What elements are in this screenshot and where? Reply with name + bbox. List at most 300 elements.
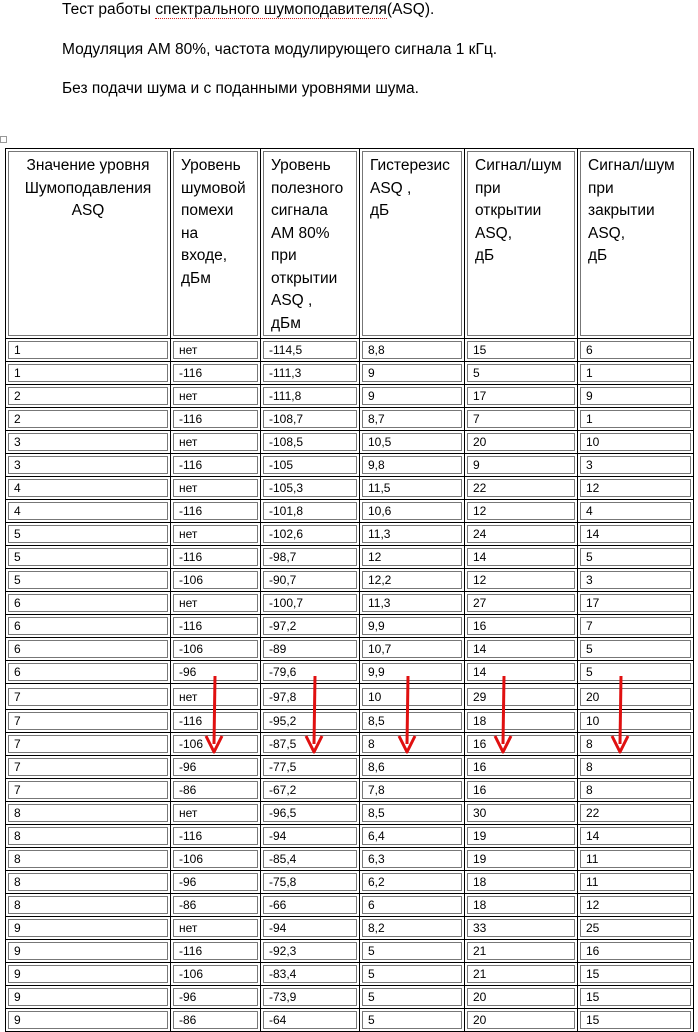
- intro-line-2: Модуляция АМ 80%, частота модулирующего сигнала 1 кГц.: [62, 41, 498, 58]
- cell-signal-level: [261, 963, 360, 986]
- cell-hysteresis: [360, 477, 465, 500]
- cell-hysteresis: [360, 500, 465, 523]
- cell-value: 21: [467, 942, 575, 960]
- table-row: [6, 986, 694, 1009]
- cell-snr-open: [465, 569, 578, 592]
- cell-value: 29: [467, 688, 575, 706]
- cell-value: -108,5: [263, 433, 357, 451]
- cell-value: -64: [263, 1011, 357, 1029]
- cell-value: 16: [467, 617, 575, 635]
- cell-value: -92,3: [263, 942, 357, 960]
- table-row: [6, 802, 694, 825]
- cell-asq-level: [6, 408, 171, 431]
- cell-value: 5: [362, 1011, 462, 1029]
- cell-value: 14: [467, 548, 575, 566]
- cell-hysteresis: [360, 408, 465, 431]
- cell-hysteresis: [360, 1009, 465, 1032]
- cell-value: -116: [173, 548, 258, 566]
- cell-asq-level: [6, 825, 171, 848]
- cell-hysteresis: [360, 733, 465, 756]
- table-row: [6, 592, 694, 615]
- cell-asq-level: [6, 454, 171, 477]
- cell-value: 2: [8, 410, 168, 428]
- cell-snr-close: [578, 1009, 694, 1032]
- cell-value: нет: [173, 594, 258, 612]
- cell-value: -116: [173, 456, 258, 474]
- cell-value: 10,6: [362, 502, 462, 520]
- cell-value: 11: [580, 873, 691, 891]
- cell-value: -105,3: [263, 479, 357, 497]
- cell-value: 8,5: [362, 712, 462, 730]
- cell-value: -116: [173, 712, 258, 730]
- cell-value: 5: [362, 942, 462, 960]
- intro-line-1-pre: Тест работы: [62, 1, 156, 18]
- cell-snr-open: [465, 339, 578, 362]
- cell-snr-close: [578, 385, 694, 408]
- cell-value: 5: [362, 965, 462, 983]
- cell-signal-level: [261, 733, 360, 756]
- cell-value: 4: [8, 502, 168, 520]
- cell-snr-close: [578, 661, 694, 684]
- cell-value: -87,5: [263, 735, 357, 753]
- table-row: [6, 408, 694, 431]
- cell-asq-level: [6, 917, 171, 940]
- cell-value: 12: [580, 896, 691, 914]
- cell-value: -86: [173, 896, 258, 914]
- table-row: [6, 1009, 694, 1032]
- cell-value: 5: [580, 640, 691, 658]
- cell-noise-level: [171, 684, 261, 710]
- cell-value: нет: [173, 525, 258, 543]
- table-row: [6, 917, 694, 940]
- cell-value: 1: [580, 364, 691, 382]
- cell-snr-close: [578, 546, 694, 569]
- cell-noise-level: [171, 894, 261, 917]
- cell-value: 9: [8, 942, 168, 960]
- cell-value: 8,8: [362, 341, 462, 359]
- cell-hysteresis: [360, 638, 465, 661]
- cell-snr-open: [465, 477, 578, 500]
- cell-noise-level: [171, 477, 261, 500]
- cell-value: 6: [8, 594, 168, 612]
- cell-value: 10: [580, 712, 691, 730]
- cell-value: -102,6: [263, 525, 357, 543]
- cell-signal-level: [261, 825, 360, 848]
- cell-value: -116: [173, 502, 258, 520]
- cell-value: 19: [467, 827, 575, 845]
- cell-snr-close: [578, 894, 694, 917]
- header-hysteresis: [360, 149, 465, 339]
- table-move-handle[interactable]: [0, 136, 7, 143]
- cell-signal-level: [261, 802, 360, 825]
- cell-signal-level: [261, 592, 360, 615]
- cell-asq-level: [6, 638, 171, 661]
- cell-value: -116: [173, 617, 258, 635]
- cell-value: -100,7: [263, 594, 357, 612]
- cell-value: -106: [173, 735, 258, 753]
- cell-noise-level: [171, 362, 261, 385]
- cell-snr-open: [465, 756, 578, 779]
- cell-signal-level: [261, 871, 360, 894]
- cell-value: -108,7: [263, 410, 357, 428]
- cell-value: -96: [173, 663, 258, 681]
- cell-value: 9: [8, 965, 168, 983]
- header-signal-level: [261, 149, 360, 339]
- cell-snr-open: [465, 848, 578, 871]
- cell-hysteresis: [360, 825, 465, 848]
- cell-value: 10,7: [362, 640, 462, 658]
- cell-value: 6: [8, 617, 168, 635]
- cell-snr-close: [578, 523, 694, 546]
- cell-asq-level: [6, 477, 171, 500]
- cell-value: нет: [173, 479, 258, 497]
- cell-asq-level: [6, 385, 171, 408]
- cell-snr-open: [465, 825, 578, 848]
- cell-snr-close: [578, 615, 694, 638]
- cell-signal-level: [261, 500, 360, 523]
- cell-value: 5: [362, 988, 462, 1006]
- cell-signal-level: [261, 917, 360, 940]
- table-row: [6, 500, 694, 523]
- cell-snr-open: [465, 638, 578, 661]
- cell-value: 9,8: [362, 456, 462, 474]
- cell-value: -94: [263, 919, 357, 937]
- cell-value: 27: [467, 594, 575, 612]
- cell-signal-level: [261, 454, 360, 477]
- cell-snr-close: [578, 408, 694, 431]
- cell-hysteresis: [360, 592, 465, 615]
- cell-snr-open: [465, 408, 578, 431]
- cell-snr-close: [578, 848, 694, 871]
- cell-signal-level: [261, 894, 360, 917]
- cell-hysteresis: [360, 546, 465, 569]
- cell-hysteresis: [360, 802, 465, 825]
- cell-signal-level: [261, 385, 360, 408]
- cell-value: 9: [8, 919, 168, 937]
- table-row: [6, 710, 694, 733]
- cell-value: 12: [580, 479, 691, 497]
- cell-asq-level: [6, 756, 171, 779]
- cell-signal-level: [261, 1009, 360, 1032]
- cell-hysteresis: [360, 362, 465, 385]
- cell-signal-level: [261, 779, 360, 802]
- cell-asq-level: [6, 986, 171, 1009]
- cell-value: 7: [8, 781, 168, 799]
- cell-snr-open: [465, 500, 578, 523]
- cell-hysteresis: [360, 917, 465, 940]
- cell-value: 16: [467, 758, 575, 776]
- cell-value: -86: [173, 1011, 258, 1029]
- cell-signal-level: [261, 986, 360, 1009]
- cell-signal-level: [261, 408, 360, 431]
- cell-snr-open: [465, 733, 578, 756]
- cell-value: 3: [8, 433, 168, 451]
- header-snr-open-text: Сигнал/шум при открытии ASQ, дБ: [467, 151, 575, 336]
- table-row: [6, 963, 694, 986]
- cell-snr-open: [465, 710, 578, 733]
- intro-line-1-post: (ASQ).: [386, 1, 435, 18]
- cell-hysteresis: [360, 684, 465, 710]
- cell-value: -94: [263, 827, 357, 845]
- table-row: [6, 848, 694, 871]
- cell-signal-level: [261, 431, 360, 454]
- cell-hysteresis: [360, 385, 465, 408]
- cell-value: 1: [580, 410, 691, 428]
- cell-hysteresis: [360, 871, 465, 894]
- cell-value: -114,5: [263, 341, 357, 359]
- cell-asq-level: [6, 569, 171, 592]
- cell-value: 7: [8, 688, 168, 706]
- cell-asq-level: [6, 431, 171, 454]
- cell-noise-level: [171, 661, 261, 684]
- cell-value: -106: [173, 571, 258, 589]
- header-hysteresis-text: Гистерезис ASQ , дБ: [362, 151, 462, 336]
- cell-value: -96: [173, 873, 258, 891]
- cell-hysteresis: [360, 615, 465, 638]
- cell-hysteresis: [360, 339, 465, 362]
- intro-line-1-underlined: спектрального шумоподавителя: [155, 1, 387, 18]
- cell-value: 5: [580, 663, 691, 681]
- cell-noise-level: [171, 779, 261, 802]
- cell-noise-level: [171, 523, 261, 546]
- cell-signal-level: [261, 940, 360, 963]
- cell-value: 21: [467, 965, 575, 983]
- cell-value: 33: [467, 919, 575, 937]
- cell-noise-level: [171, 615, 261, 638]
- cell-snr-open: [465, 779, 578, 802]
- cell-value: 30: [467, 804, 575, 822]
- cell-snr-close: [578, 339, 694, 362]
- cell-value: 20: [467, 988, 575, 1006]
- cell-value: 6,2: [362, 873, 462, 891]
- cell-asq-level: [6, 940, 171, 963]
- cell-noise-level: [171, 431, 261, 454]
- cell-hysteresis: [360, 431, 465, 454]
- cell-snr-open: [465, 661, 578, 684]
- table-row: [6, 477, 694, 500]
- table-row: [6, 385, 694, 408]
- cell-value: 8: [580, 758, 691, 776]
- cell-value: нет: [173, 919, 258, 937]
- cell-hysteresis: [360, 756, 465, 779]
- cell-value: 17: [467, 387, 575, 405]
- cell-snr-open: [465, 894, 578, 917]
- cell-hysteresis: [360, 779, 465, 802]
- cell-value: -66: [263, 896, 357, 914]
- cell-value: 11: [580, 850, 691, 868]
- cell-value: -90,7: [263, 571, 357, 589]
- table-header-row: [6, 149, 694, 339]
- cell-value: -73,9: [263, 988, 357, 1006]
- cell-signal-level: [261, 523, 360, 546]
- cell-hysteresis: [360, 894, 465, 917]
- cell-snr-open: [465, 385, 578, 408]
- cell-noise-level: [171, 848, 261, 871]
- cell-asq-level: [6, 523, 171, 546]
- cell-snr-close: [578, 779, 694, 802]
- intro-line-1: [62, 1, 434, 19]
- cell-value: 8: [8, 896, 168, 914]
- cell-value: 7,8: [362, 781, 462, 799]
- cell-signal-level: [261, 638, 360, 661]
- cell-value: -67,2: [263, 781, 357, 799]
- cell-value: -86: [173, 781, 258, 799]
- cell-value: 8: [362, 735, 462, 753]
- cell-noise-level: [171, 638, 261, 661]
- cell-hysteresis: [360, 569, 465, 592]
- cell-value: 10: [362, 688, 462, 706]
- cell-noise-level: [171, 986, 261, 1009]
- cell-value: -96: [173, 758, 258, 776]
- header-snr-close: [578, 149, 694, 339]
- cell-value: -95,2: [263, 712, 357, 730]
- table-row: [6, 454, 694, 477]
- cell-hysteresis: [360, 848, 465, 871]
- cell-value: 1: [8, 364, 168, 382]
- cell-value: -116: [173, 410, 258, 428]
- cell-snr-open: [465, 431, 578, 454]
- header-signal-level-text: Уровень полезного сигнала АМ 80% при открытии ASQ , дБм: [263, 151, 357, 336]
- cell-value: 5: [8, 525, 168, 543]
- cell-value: 15: [580, 1011, 691, 1029]
- cell-value: 8: [8, 804, 168, 822]
- cell-value: 9: [8, 1011, 168, 1029]
- cell-value: 12: [362, 548, 462, 566]
- table-row: [6, 871, 694, 894]
- cell-noise-level: [171, 963, 261, 986]
- cell-snr-close: [578, 431, 694, 454]
- cell-value: -97,2: [263, 617, 357, 635]
- cell-noise-level: [171, 385, 261, 408]
- cell-value: 4: [8, 479, 168, 497]
- cell-value: 8: [580, 781, 691, 799]
- cell-value: 1: [8, 341, 168, 359]
- cell-noise-level: [171, 756, 261, 779]
- cell-value: -85,4: [263, 850, 357, 868]
- cell-asq-level: [6, 963, 171, 986]
- cell-value: 17: [580, 594, 691, 612]
- cell-value: 9,9: [362, 617, 462, 635]
- cell-value: -111,8: [263, 387, 357, 405]
- cell-asq-level: [6, 710, 171, 733]
- cell-asq-level: [6, 894, 171, 917]
- cell-asq-level: [6, 1009, 171, 1032]
- cell-value: 6: [8, 640, 168, 658]
- cell-value: -96: [173, 988, 258, 1006]
- cell-value: 16: [580, 942, 691, 960]
- table-row: [6, 546, 694, 569]
- results-table: [5, 148, 694, 1032]
- cell-value: 8: [8, 850, 168, 868]
- table-row: [6, 638, 694, 661]
- cell-snr-open: [465, 592, 578, 615]
- cell-noise-level: [171, 710, 261, 733]
- header-noise-level-text: Уровень шумовой помехи на входе, дБм: [173, 151, 258, 336]
- cell-asq-level: [6, 362, 171, 385]
- cell-noise-level: [171, 339, 261, 362]
- cell-value: 16: [467, 735, 575, 753]
- cell-value: нет: [173, 341, 258, 359]
- cell-snr-open: [465, 1009, 578, 1032]
- cell-snr-open: [465, 454, 578, 477]
- cell-value: 24: [467, 525, 575, 543]
- table-row: [6, 362, 694, 385]
- cell-value: 6,3: [362, 850, 462, 868]
- table-row: [6, 894, 694, 917]
- cell-value: -116: [173, 364, 258, 382]
- cell-snr-open: [465, 917, 578, 940]
- cell-value: -96,5: [263, 804, 357, 822]
- cell-signal-level: [261, 661, 360, 684]
- cell-value: 10: [580, 433, 691, 451]
- cell-value: нет: [173, 804, 258, 822]
- cell-value: 20: [467, 433, 575, 451]
- cell-signal-level: [261, 684, 360, 710]
- header-asq-level-text: Значение уровня Шумоподавления ASQ: [8, 151, 168, 336]
- intro-line-3: Без подачи шума и с поданными уровнями шума.: [62, 80, 419, 97]
- cell-value: -106: [173, 965, 258, 983]
- cell-value: 18: [467, 873, 575, 891]
- cell-value: нет: [173, 688, 258, 706]
- cell-signal-level: [261, 477, 360, 500]
- cell-value: -106: [173, 850, 258, 868]
- cell-value: 9: [467, 456, 575, 474]
- cell-asq-level: [6, 779, 171, 802]
- cell-value: 15: [580, 965, 691, 983]
- cell-value: 9: [362, 387, 462, 405]
- cell-hysteresis: [360, 940, 465, 963]
- table-row: [6, 431, 694, 454]
- cell-signal-level: [261, 339, 360, 362]
- cell-snr-open: [465, 523, 578, 546]
- cell-snr-close: [578, 710, 694, 733]
- cell-noise-level: [171, 802, 261, 825]
- cell-value: 11,3: [362, 594, 462, 612]
- cell-asq-level: [6, 615, 171, 638]
- cell-value: -98,7: [263, 548, 357, 566]
- table-row: [6, 339, 694, 362]
- cell-value: 3: [580, 571, 691, 589]
- cell-snr-close: [578, 802, 694, 825]
- cell-noise-level: [171, 592, 261, 615]
- cell-snr-close: [578, 500, 694, 523]
- cell-value: 15: [580, 988, 691, 1006]
- cell-snr-open: [465, 963, 578, 986]
- cell-value: 4: [580, 502, 691, 520]
- cell-noise-level: [171, 546, 261, 569]
- table-row: [6, 825, 694, 848]
- cell-value: 8: [8, 827, 168, 845]
- cell-value: 5: [580, 548, 691, 566]
- header-snr-close-text: Сигнал/шум при закрытии ASQ, дБ: [580, 151, 691, 336]
- cell-value: 20: [580, 688, 691, 706]
- cell-signal-level: [261, 362, 360, 385]
- cell-value: 14: [580, 525, 691, 543]
- cell-noise-level: [171, 825, 261, 848]
- cell-hysteresis: [360, 454, 465, 477]
- cell-value: 25: [580, 919, 691, 937]
- cell-value: 8: [8, 873, 168, 891]
- cell-value: -77,5: [263, 758, 357, 776]
- cell-value: 3: [580, 456, 691, 474]
- cell-value: 11,3: [362, 525, 462, 543]
- cell-snr-open: [465, 684, 578, 710]
- cell-value: 19: [467, 850, 575, 868]
- cell-noise-level: [171, 917, 261, 940]
- cell-signal-level: [261, 848, 360, 871]
- cell-hysteresis: [360, 963, 465, 986]
- cell-noise-level: [171, 569, 261, 592]
